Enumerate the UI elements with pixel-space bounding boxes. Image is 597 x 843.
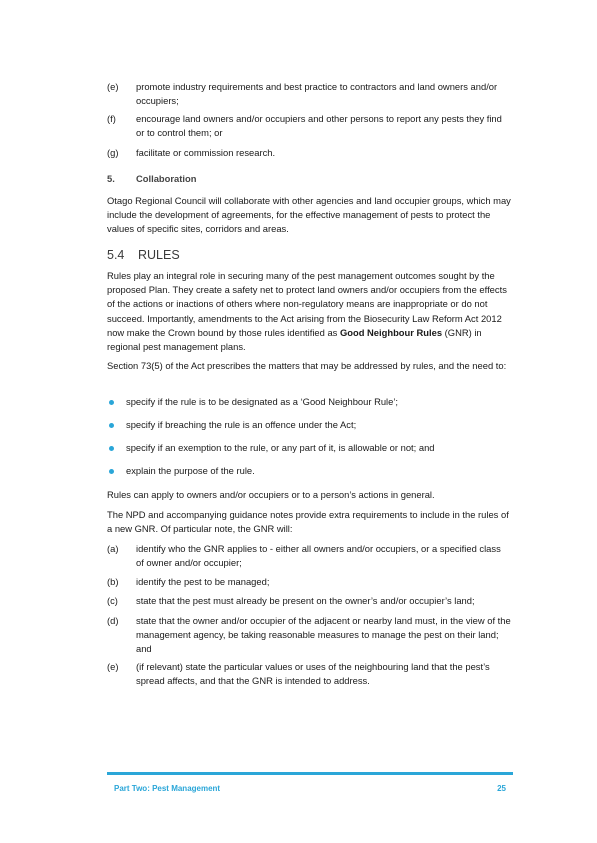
list-item-text: promote industry requirements and best practice to contractors and land owners and/or occupiers; [136,81,498,106]
bullet-dot-icon [109,423,114,428]
collaboration-number: 5. [107,173,115,184]
bullet-text: specify if breaching the rule is an offence under the Act; [126,419,357,430]
list-item-text: encourage land owners and/or occupiers and other persons to report any pests they find or to control them; or [136,113,502,138]
bullet-item [107,395,511,409]
list-item [107,542,511,570]
npd-paragraph: The NPD and accompanying guidance notes provide extra requirements to include in the rules of a new GNR. Of particular note, the GNR will: [107,509,509,535]
bullet-dot-icon [109,446,114,451]
collaboration-heading [107,173,196,184]
list-item-label: (g) [107,147,119,158]
bullet-text: explain the purpose of the rule. [126,465,255,476]
list-item-text: (if relevant) state the particular values or uses of the neighbouring land that the pest’s spread affects, and that the GNR is intended to address. [136,661,490,686]
list-item-text: state that the owner and/or occupier of the adjacent or nearby land must, in the view of the management agency, be taking reasonable measures to manage the pest on their land; and [136,615,511,654]
section-73-paragraph: Section 73(5) of the Act prescribes the matters that may be addressed by rules, and the need to: [107,360,507,371]
list-item [107,112,511,140]
paragraph-text: (GNR) in regional pest management plans. [107,326,482,353]
collaboration-title: Collaboration [136,173,197,184]
footer-divider [107,772,513,775]
rules-section-title: RULES [138,248,180,262]
footer-page-number: 25 [497,784,506,793]
rules-apply-paragraph: Rules can apply to owners and/or occupiers or to a person’s actions in general. [107,489,435,500]
paragraph-text: Rules play an integral role in securing many of the pest management outcomes sought by the proposed Plan. They create a safety net to protect land owners and/or occupiers from the effects of the actions or inactions of others where non-regulatory means are inappropriate or do not succeed. Importantly, amendments to the Act arising from the Biosecurity Law Reform Act 2012 now make the Crown bound by those rules identified as [107,270,507,338]
list-item-text: facilitate or commission research. [136,147,276,158]
rules-section-heading [107,248,180,262]
collaboration-paragraph: Otago Regional Council will collaborate with other agencies and land occupier groups, which may include the development of agreements, for the effective management of pests to protect the values of specific sites, corridors and areas. [107,195,511,235]
rules-intro-paragraph [107,269,513,354]
list-item [107,614,511,656]
bullet-item [107,464,511,478]
list-item-text: identify who the GNR applies to - either all owners and/or occupiers, or a specified class of owner and/or occupier; [136,543,501,568]
list-item-text: state that the pest must already be present on the owner’s and/or occupier’s land; [136,595,475,606]
bullet-item [107,418,511,432]
list-item-label: (f) [107,113,116,124]
footer-section-title: Part Two: Pest Management [114,784,221,793]
list-item [107,594,511,608]
list-item-text: identify the pest to be managed; [136,576,270,587]
list-item-label: (e) [107,661,119,672]
list-item [107,575,511,589]
bullet-text: specify if an exemption to the rule, or any part of it, is allowable or not; and [126,442,435,453]
list-item-label: (e) [107,81,119,92]
list-item [107,146,511,160]
bullet-dot-icon [109,400,114,405]
list-item-label: (a) [107,543,119,554]
list-item-label: (b) [107,576,119,587]
list-item [107,660,511,688]
list-item-label: (c) [107,595,118,606]
bullet-text: specify if the rule is to be designated as a ‘Good Neighbour Rule’; [126,396,399,407]
rules-section-number: 5.4 [107,248,125,262]
list-item-label: (d) [107,615,119,626]
bullet-dot-icon [109,469,114,474]
bullet-item [107,441,511,455]
list-item [107,80,511,108]
good-neighbour-rules-term: Good Neighbour Rules [339,326,443,338]
